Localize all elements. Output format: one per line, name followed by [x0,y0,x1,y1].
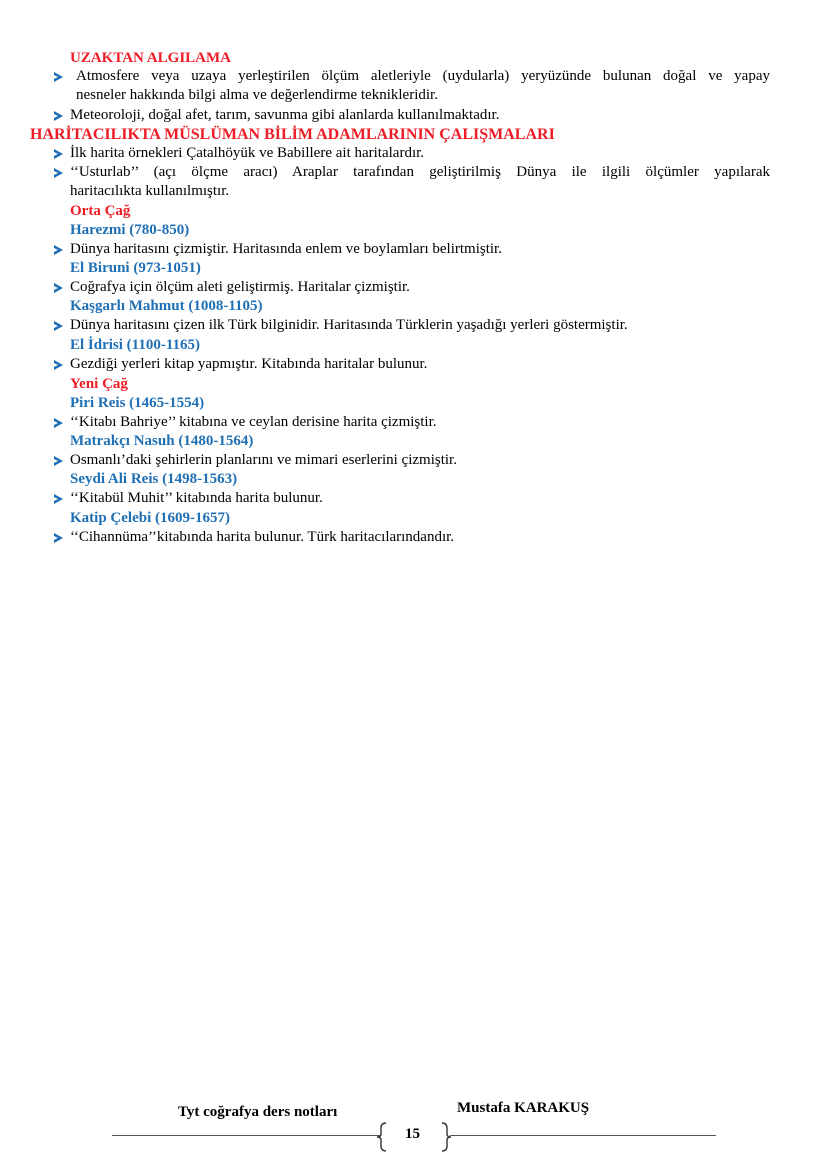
bullet-arrow-icon [54,533,63,543]
footer-title: Tyt coğrafya ders notları [178,1104,338,1120]
era-heading-new-age: Yeni Çağ [70,376,128,392]
scholar-name: Harezmi (780-850) [70,222,190,238]
footer-brace-left-icon [376,1122,388,1152]
scholar-note: Coğrafya için ölçüm aleti geliştirmiş. Haritalar çizmiştir. [70,279,410,295]
bullet-arrow-icon [54,283,63,293]
bullet-text: İlk harita örnekleri Çatalhöyük ve Babillere ait haritalardır. [70,145,425,161]
bullet-arrow-icon [54,111,63,121]
bullet-arrow-icon [54,360,63,370]
bullet-text: Atmosfere veya uzaya yerleştirilen ölçüm aletleriyle (uydularla) yeryüzünde bulunan doğal ve yapay [76,68,770,84]
bullet-arrow-icon [54,456,63,466]
section-heading-remote-sensing: UZAKTAN ALGILAMA [70,50,231,66]
bullet-arrow-icon [54,149,63,159]
scholar-note: Dünya haritasını çizen ilk Türk bilginidir. Haritasında Türklerin yaşadığı yerleri göstermiştir. [70,317,628,333]
scholar-name: El Biruni (973-1051) [70,260,201,276]
section-heading-muslim-scholars: HARİTACILIKTA MÜSLÜMAN BİLİM ADAMLARININ ÇALIŞMALARI [30,126,555,143]
scholar-name: El İdrisi (1100-1165) [70,337,201,353]
bullet-arrow-icon [54,72,63,82]
bullet-arrow-icon [54,321,63,331]
scholar-name: Katip Çelebi (1609-1657) [70,510,230,526]
scholar-note: ‘‘Kitabı Bahriye’’ kitabına ve ceylan derisine harita çizmiştir. [70,414,437,430]
bullet-text-continuation: haritacılıkta kullanılmıştır. [70,183,230,199]
bullet-text-continuation: nesneler hakkında bilgi alma ve değerlendirme teknikleridir. [76,87,438,103]
scholar-note: Osmanlı’daki şehirlerin planlarını ve mimari eserlerini çizmiştir. [70,452,457,468]
bullet-text: Meteoroloji, doğal afet, tarım, savunma gibi alanlarda kullanılmaktadır. [70,107,500,123]
bullet-arrow-icon [54,245,63,255]
scholar-note: Gezdiği yerleri kitap yapmıştır. Kitabında haritalar bulunur. [70,356,428,372]
footer-brace-right-icon [440,1122,452,1152]
scholar-note: ‘‘Kitabül Muhit’’ kitabında harita bulunur. [70,490,323,506]
era-heading-middle-ages: Orta Çağ [70,203,131,219]
scholar-name: Matrakçı Nasuh (1480-1564) [70,433,254,449]
bullet-arrow-icon [54,418,63,428]
page-number: 15 [405,1126,420,1142]
scholar-name: Seydi Ali Reis (1498-1563) [70,471,238,487]
scholar-name: Piri Reis (1465-1554) [70,395,205,411]
scholar-note: Dünya haritasını çizmiştir. Haritasında enlem ve boylamları belirtmiştir. [70,241,502,257]
bullet-arrow-icon [54,168,63,178]
bullet-arrow-icon [54,494,63,504]
scholar-note: ‘‘Cihannüma’’kitabında harita bulunur. Türk haritacılarındandır. [70,529,455,545]
footer-author: Mustafa KARAKUŞ [457,1100,590,1116]
scholar-name: Kaşgarlı Mahmut (1008-1105) [70,298,263,314]
footer-rule-left [112,1135,380,1136]
footer-rule-right [450,1135,716,1136]
bullet-text: ‘‘Usturlab’’ (açı ölçme aracı) Araplar tarafından geliştirilmiş Dünya ile ilgili ölçümler yapılarak [70,164,770,180]
